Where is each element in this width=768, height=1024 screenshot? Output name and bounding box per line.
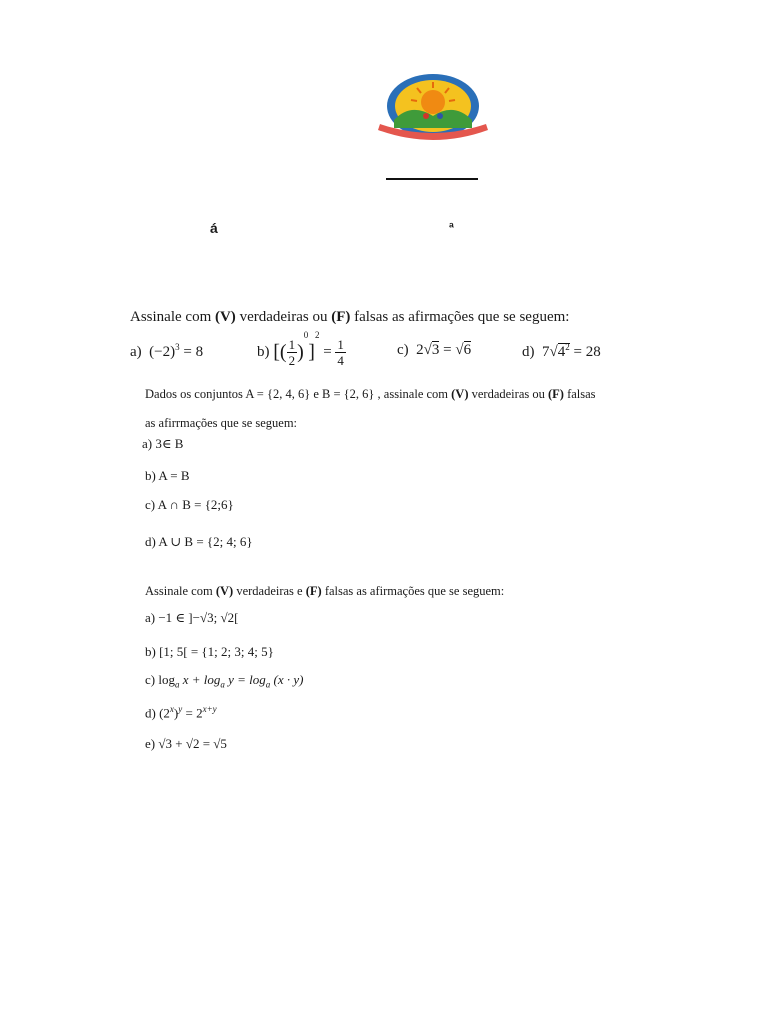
q1-item-a: a) $(-2)^3 = 8$ <box>130 342 204 360</box>
q2-item-a: a) 3∈ B <box>142 436 184 451</box>
q3-item-e: e) √3 + √2 = √5 <box>145 736 227 751</box>
q2-item-c: c) A ∩ B = {2;6} <box>145 497 234 512</box>
accent-char-right: ª <box>449 220 454 235</box>
q2-item-d: d) A ∪ B = {2; 4; 6} <box>145 534 253 549</box>
q3-instruction: Assinale com (V) verdadeiras e (F) falsas as afirmações que se seguem: <box>145 584 505 598</box>
q3-item-a: a) −1 ∈ ]−√3; √2[ <box>145 610 239 625</box>
q3-item-c: c) $\log_a x + \log_a y = \log_a (x \cdot y)$ <box>145 672 304 690</box>
q2-intro-line2: as afirrmações que se seguem: <box>145 416 298 430</box>
q2-intro: Dados os conjuntos A = {2, 4, 6} e B = {2, 6} , assinale com (V) verdadeiras ou (F) falsas <box>145 387 596 401</box>
q3-item-b: b) [1; 5[ = {1; 2; 3; 4; 5} <box>145 644 274 659</box>
school-logo-icon <box>376 72 490 144</box>
q2-item-b: b) A = B <box>145 468 190 483</box>
q1-item-c: c) 2√3 = √6 <box>397 342 472 358</box>
q1-item-d: d) $7√4^2 = 28$ <box>522 342 601 360</box>
q3-item-d: d) $(2^x)^y = 2^{x+y}$ <box>145 704 217 721</box>
title-underline <box>386 178 478 180</box>
accent-char-left: á <box>210 220 218 236</box>
q1-instruction: Assinale com (V) verdadeiras ou (F) falsas as afirmações que se seguem: <box>130 309 570 325</box>
q1-item-b: b) [ ( $\frac{1}{2}$ ) 0 ] 2 = $\frac{1}{4}$ <box>257 330 344 368</box>
school-logo <box>376 72 490 144</box>
